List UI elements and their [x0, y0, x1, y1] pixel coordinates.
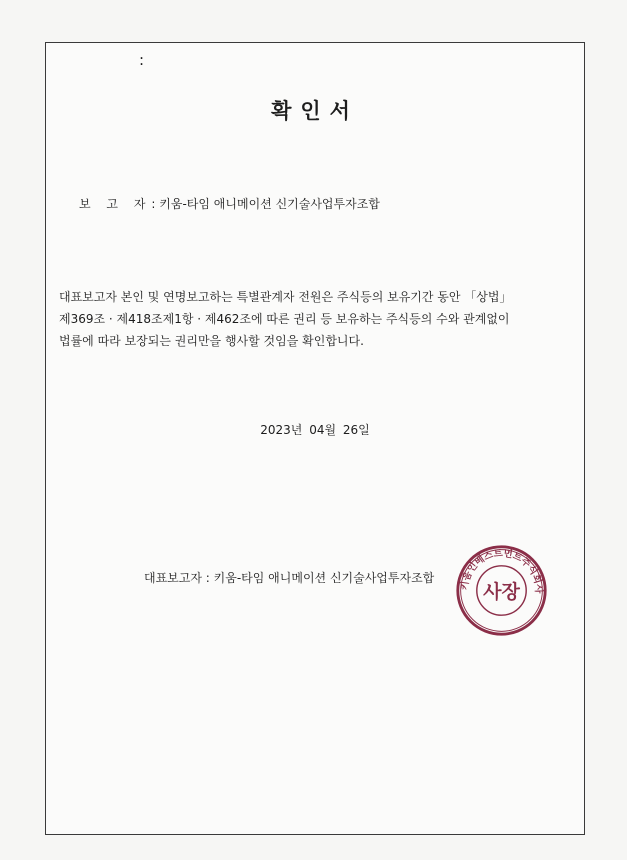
document-title: 확인서: [271, 99, 359, 123]
confirmation-body: [59, 286, 575, 352]
reporter-separator: :: [151, 197, 156, 211]
company-seal-icon: [454, 543, 549, 638]
reporter-line: [79, 195, 380, 212]
body-line: 법률에 따라 보장되는 권리만을 행사할 것임을 확인합니다.: [59, 334, 364, 348]
reporter-name: 키움-타임 애니메이션 신기술사업투자조합: [159, 197, 380, 211]
header-mark: :: [139, 51, 145, 69]
reporter-label: 보 고 자: [79, 197, 152, 211]
document-date: 2023년 04월 26일: [260, 423, 370, 437]
body-line: 대표보고자 본인 및 연명보고하는 특별관계자 전원은 주식등의 보유기간 동안 「상법」: [59, 290, 512, 304]
signature-name: 키움-타임 애니메이션 신기술사업투자조합: [213, 571, 435, 585]
seal-center-text: 사장: [483, 581, 520, 604]
signature-label: 대표보고자 :: [144, 571, 210, 585]
body-line: 제369조 · 제418조제1항 · 제462조에 따른 권리 등 보유하는 주식등의 수와 관계없이: [59, 312, 510, 326]
signature-line: [144, 569, 434, 586]
seal-outer-text: 키움인베스트먼트주식회사: [459, 548, 544, 594]
document-page: [45, 42, 585, 835]
